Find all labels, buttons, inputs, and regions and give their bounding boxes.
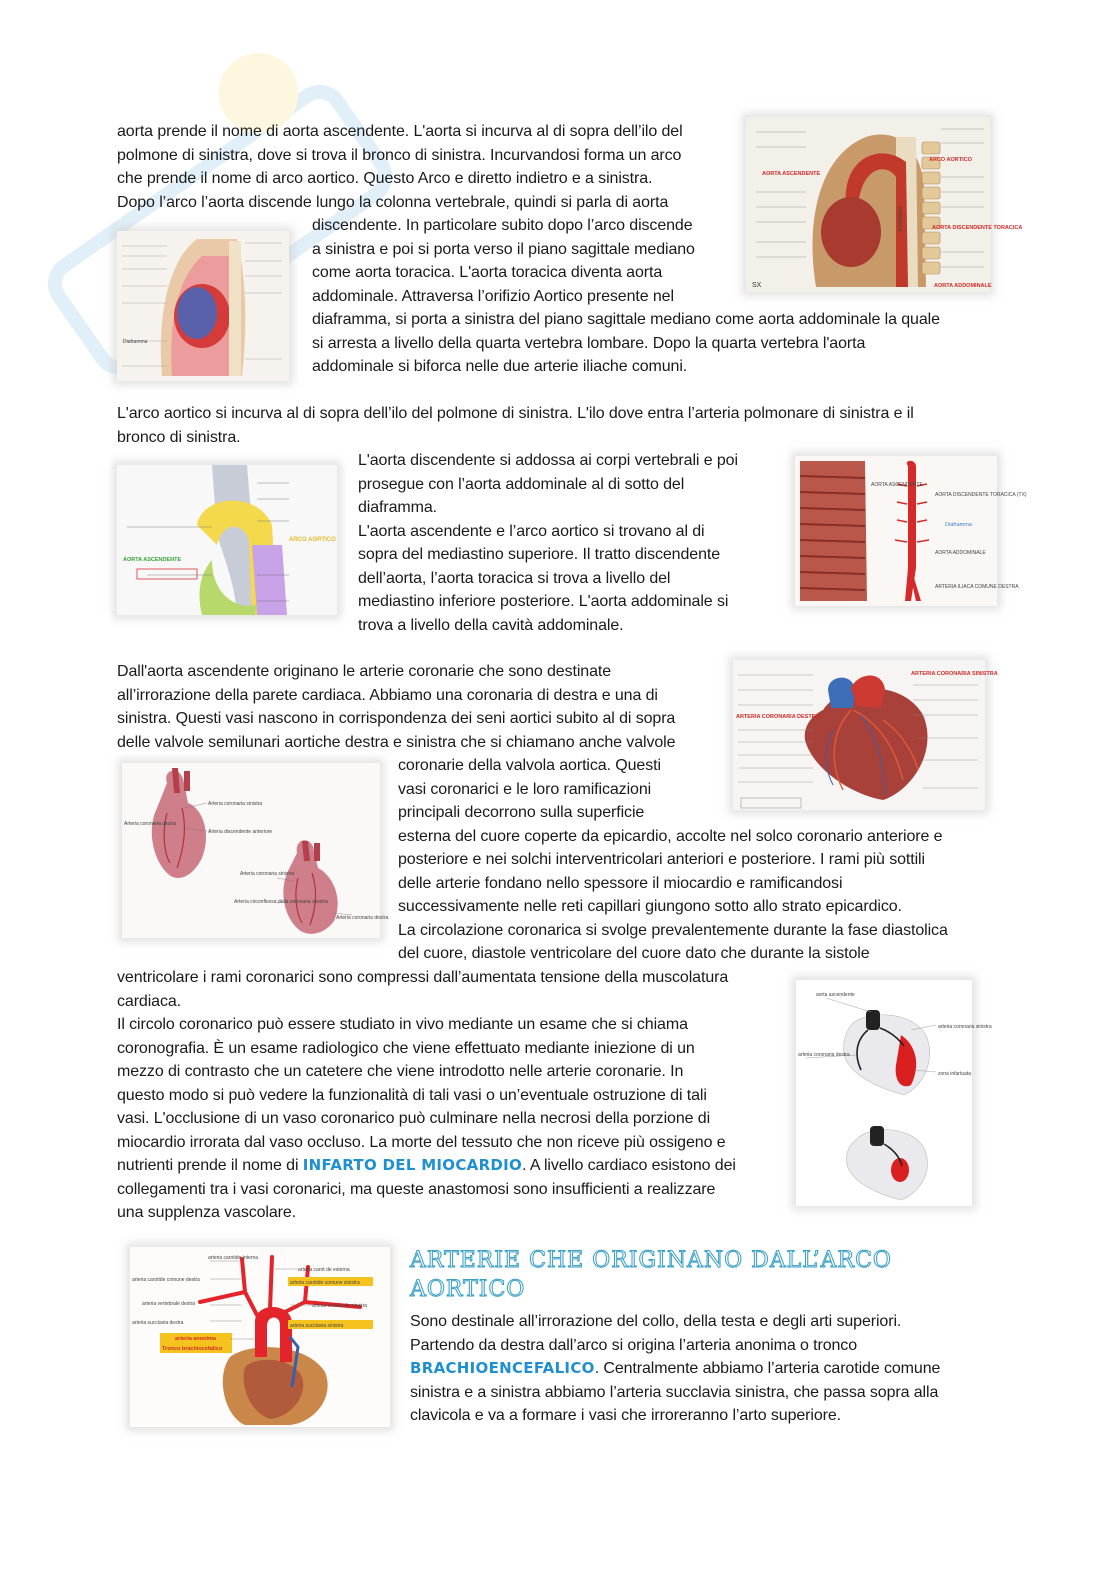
text-line: discendente. In particolare subito dopo l’arco discende bbox=[312, 217, 693, 234]
fig6-label: Arteria discendente anteriore bbox=[208, 829, 273, 835]
text-line: una supplenza vascolare. bbox=[117, 1204, 297, 1221]
text-line: questo modo si può vedere la funzionalità di tali vasi o un’eventuale ostruzione di tali bbox=[117, 1086, 707, 1104]
text-line: prosegue con l’aorta addominale al di sotto del bbox=[358, 475, 685, 493]
text-line: collegamenti tra i vasi coronarici, ma queste anastomosi sono insufficienti a realizzare bbox=[117, 1180, 716, 1198]
fig3-label: AORTA ASCENDENTE bbox=[123, 557, 182, 563]
fig1-label: AORTA ADDOMINALE bbox=[934, 283, 992, 289]
fig8-label: arteria carotide comune destra bbox=[132, 1277, 200, 1283]
text-line: coronarie della valvola aortica. Questi bbox=[398, 757, 661, 774]
fig6-label: Arteria coronaria destra bbox=[124, 821, 177, 827]
text-line: miocardio irrorata dal vaso occluso. La morte del tessuto che non riceve più ossigeno e bbox=[117, 1133, 726, 1151]
text-line: sinistra. Questi vasi nascono in corrispondenza dei seni aortici subito al di sopra bbox=[117, 710, 676, 727]
block3-full-text bbox=[117, 966, 736, 1225]
fig2-label: Diaframma bbox=[123, 339, 148, 345]
fig8-label: arteria succlavia destra bbox=[132, 1320, 184, 1326]
text-line: addominale. Attraversa l’orifizio Aortico presente nel bbox=[312, 287, 674, 305]
fig4-label: ARTERIA ILIACA COMUNE DESTRA bbox=[935, 584, 1019, 590]
text-fragment: . Centralmente abbiamo l’arteria carotide comune bbox=[594, 1360, 941, 1377]
fig1-label: AORTA DISCENDENTE TORACICA bbox=[932, 225, 1023, 231]
fig1-label: AORTA ASCENDENTE bbox=[762, 171, 821, 177]
fig1-label: SX bbox=[752, 282, 762, 289]
fig8-label: arteria carotide comune sinistra bbox=[290, 1280, 360, 1286]
figure-arch-branches bbox=[130, 1247, 390, 1427]
fig8-label: arteria carotide interna bbox=[208, 1255, 259, 1261]
text-line: Il circolo coronarico può essere studiato in vivo mediante un esame che si chiama bbox=[117, 1016, 688, 1033]
fig7-label: arteria coronaria sinistra bbox=[938, 1024, 992, 1030]
block2-mid-text bbox=[358, 449, 738, 637]
section-heading bbox=[410, 1246, 892, 1304]
text-line: vasi. L'occlusione di un vaso coronarico può culminare nella necrosi della porzione di bbox=[117, 1110, 711, 1127]
fig8-label: Tronco brachiocefalico bbox=[162, 1346, 223, 1352]
fig4-label: AORTA DISCENDENTE TORACICA (TX) bbox=[935, 492, 1027, 498]
figure-descending-aorta bbox=[795, 456, 1027, 606]
text-line: del cuore, diastole ventricolare del cuore dato che durante la sistole bbox=[398, 945, 870, 962]
text-line: L'arco aortico si incurva al di sopra dell’ilo del polmone di sinistra. L'ilo dove entra l’arteria polmonare di sinistra e il bbox=[117, 405, 914, 422]
text-line: Sono destinale all’irrorazione del collo, della testa e degli arti superiori. bbox=[410, 1313, 902, 1330]
text-line: bronco di sinistra. bbox=[117, 428, 241, 446]
text-line: diaframma, si porta a sinistra del piano sagittale mediano come aorta addominale la quale bbox=[312, 311, 940, 328]
fig6-label: Arteria circonflessa della coronaria sinistra bbox=[234, 899, 328, 905]
fig7-label: zona infartuata bbox=[938, 1071, 972, 1077]
fig8-label: arteria anonima bbox=[175, 1336, 216, 1342]
fig8-label: arteria vertebrale sinistra bbox=[312, 1303, 368, 1309]
fig4-label: Diaframma bbox=[945, 522, 972, 528]
figure-mediastinum bbox=[117, 231, 289, 381]
text-line-infarto bbox=[117, 1154, 736, 1178]
text-fragment: . A livello cardiaco esistono dei bbox=[522, 1157, 736, 1174]
fig1-label: ESOFAGO bbox=[898, 206, 904, 231]
text-line: posteriore e nei solchi interventricolari anteriori e posteriore. I rami più sottili bbox=[398, 851, 925, 868]
fig3-label: ARCO AORTICO bbox=[289, 537, 336, 543]
text-line: addominale si biforca nelle due arterie iliache comuni. bbox=[312, 358, 688, 375]
text-line: Dall'aorta ascendente originano le arterie coronarie che sono destinate bbox=[117, 663, 612, 680]
text-line-brachio bbox=[410, 1357, 940, 1381]
text-line: che prende il nome di arco aortico. Questo Arco e diretto indietro e a sinistra. bbox=[117, 170, 653, 187]
fig8-label: arteria carot de esterna bbox=[298, 1267, 350, 1273]
figure-hearts-coronary bbox=[122, 763, 389, 938]
text-line: L'aorta ascendente e l’arco aortico si trovano al di bbox=[358, 522, 705, 540]
fig4-label: AORTA ASCENDENTE bbox=[871, 482, 923, 488]
keyword-infarto: INFARTO DEL MIOCARDIO bbox=[302, 1156, 523, 1174]
text-line: a sinistra e poi si porta verso il piano sagittale mediano bbox=[312, 240, 695, 258]
text-line: Dopo l’arco l’aorta discende lungo la colonna vertebrale, quindi si parla di aorta bbox=[117, 193, 669, 211]
text-line: Partendo da destra dall’arco si origina l’arteria anonima o tronco bbox=[410, 1336, 857, 1354]
text-line: mediastino inferiore posteriore. L'aorta addominale si bbox=[358, 593, 729, 610]
text-line: vasi coronarici e le loro ramificazioni bbox=[398, 780, 652, 798]
fig7-label: aorta ascendente bbox=[816, 992, 855, 998]
text-line: successivamente nelle reti capillari giungono sotto allo strato epicardico. bbox=[398, 898, 902, 915]
text-line: delle arterie fondano nello spessore il miocardio e ramificandosi bbox=[398, 874, 843, 892]
block3-text bbox=[117, 660, 675, 754]
fig7-label: arteria coronaria destra bbox=[798, 1052, 850, 1058]
fig4-label: AORTA ADDOMINALE bbox=[935, 550, 986, 556]
block2-text bbox=[117, 402, 914, 449]
text-line: cardiaca. bbox=[117, 992, 182, 1010]
block4-text bbox=[410, 1310, 940, 1428]
figure-infarct-hearts bbox=[796, 980, 992, 1206]
text-line: sinistra e a sinistra abbiamo l’arteria succlavia sinistra, che passa sopra alla bbox=[410, 1383, 939, 1401]
text-line: sopra del mediastino superiore. Il tratto discendente bbox=[358, 546, 721, 563]
text-line: come aorta toracica. L'aorta toracica diventa aorta bbox=[312, 264, 663, 281]
text-line: clavicola e va a formare i vasi che irroreranno l’arto superiore. bbox=[410, 1407, 842, 1424]
figure-aorta-lateral bbox=[746, 117, 1023, 292]
keyword-brachioencefalico: BRACHIOENCEFALICO bbox=[410, 1359, 595, 1377]
fig5-label: ARTERIA CORONARIA DESTRA bbox=[736, 714, 820, 720]
text-line: principali decorrono sulla superficie bbox=[398, 804, 645, 821]
text-line: polmone di sinistra, dove si trova il bronco di sinistra. Incurvandosi forma un arco bbox=[117, 146, 682, 164]
fig8-label: arteria vertebrale destra bbox=[142, 1301, 196, 1307]
figure-coronary-arteries bbox=[733, 660, 998, 810]
fig1-label: ARCO AORTICO bbox=[929, 157, 972, 163]
fig8-label: arteria succlavia sinistra bbox=[290, 1323, 344, 1329]
figure-aortic-arch bbox=[117, 465, 337, 615]
text-line: trova a livello della cavità addominale. bbox=[358, 616, 624, 634]
text-line: diaframma. bbox=[358, 499, 438, 516]
text-line: delle valvole semilunari aortiche destra e sinistra che si chiamano anche valvole bbox=[117, 733, 676, 751]
heading-line-1: ARTERIE CHE ORIGINANO DALL’ARCO bbox=[410, 1248, 892, 1273]
fig6-label: Arteria coronaria sinistra bbox=[240, 871, 295, 877]
text-line: aorta prende il nome di aorta ascendente. L'aorta si incurva al di sopra dell’ilo del bbox=[117, 123, 683, 140]
text-line: mezzo di contrasto che un catetere che viene introdotto nelle arterie coronarie. In bbox=[117, 1063, 684, 1080]
text-line: dell’aorta, l’aorta toracica si trova a livello del bbox=[358, 569, 671, 587]
text-line: L'aorta discendente si addossa ai corpi vertebrali e poi bbox=[358, 452, 738, 469]
text-line: La circolazione coronarica si svolge prevalentemente durante la fase diastolica bbox=[398, 921, 948, 939]
text-line: all’irrorazione della parete cardiaca. Abbiamo una coronaria di destra e una di bbox=[117, 686, 658, 704]
text-line: ventricolare i rami coronarici sono compressi dall’aumentata tensione della muscolatura bbox=[117, 969, 729, 986]
heading-line-2: AORTICO bbox=[410, 1277, 526, 1302]
text-fragment: nutrienti prende il nome di bbox=[117, 1157, 303, 1174]
fig6-label: Arteria coronaria destra bbox=[336, 915, 389, 921]
block1-text bbox=[117, 120, 683, 214]
text-line: esterna del cuore coperte da epicardio, accolte nel solco coronario anteriore e bbox=[398, 827, 943, 845]
fig5-label: ARTERIA CORONARIA SINISTRA bbox=[911, 671, 998, 677]
fig6-label: Arteria coronaria sinistra bbox=[208, 801, 263, 807]
text-line: si arresta a livello della quarta vertebra lombare. Dopo la quarta vertebra l'aorta bbox=[312, 334, 866, 352]
text-line: coronografia. È un esame radiologico che viene effettuato mediante iniezione di un bbox=[117, 1039, 695, 1057]
